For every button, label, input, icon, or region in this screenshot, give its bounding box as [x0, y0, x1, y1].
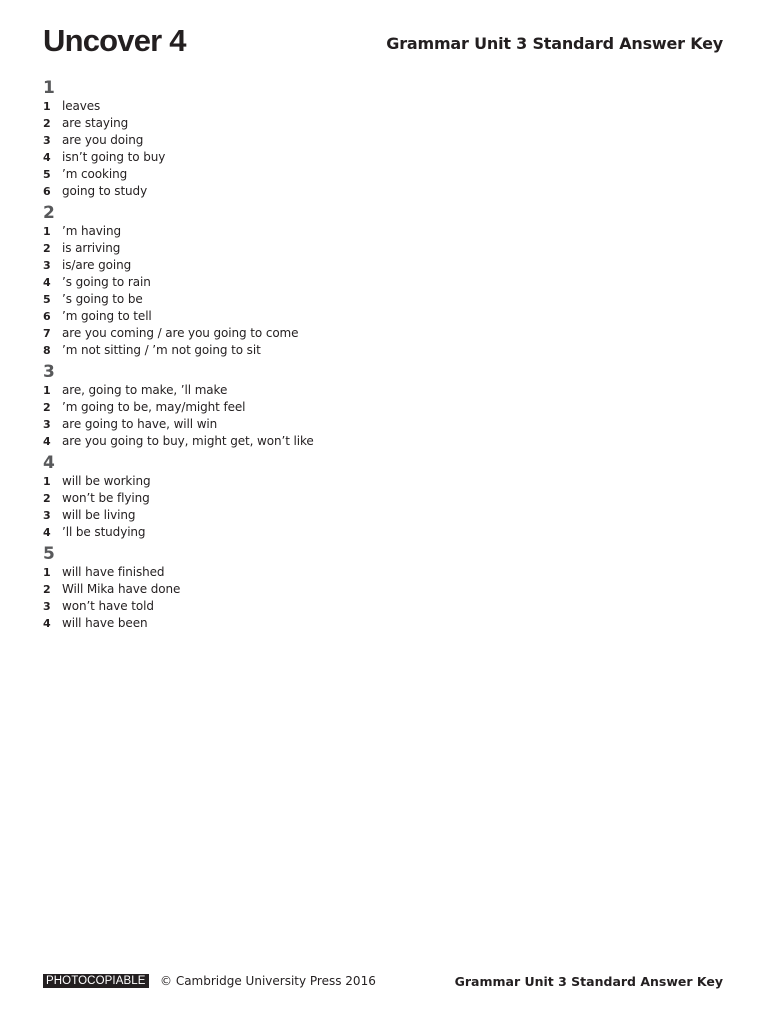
answer-number: 3 [43, 418, 51, 431]
answer-item [43, 325, 443, 342]
answer-item [43, 490, 443, 507]
answer-text: Will Mika have done [62, 582, 181, 596]
answer-item [43, 149, 443, 166]
answer-number: 2 [43, 401, 51, 414]
answer-number: 2 [43, 492, 51, 505]
answer-text: leaves [62, 99, 101, 113]
answer-number: 8 [43, 344, 51, 357]
answer-text: will be living [62, 508, 136, 522]
section-number: 5 [43, 544, 55, 564]
answer-text: are going to have, will win [62, 417, 218, 431]
answer-item [43, 240, 443, 257]
answer-number: 7 [43, 327, 51, 340]
section-5 [43, 545, 443, 632]
answer-text: won’t be flying [62, 491, 150, 505]
answer-text: will have been [62, 616, 148, 630]
section-4 [43, 454, 443, 541]
answer-item [43, 416, 443, 433]
photocopiable-badge: PHOTOCOPIABLE [43, 974, 149, 988]
answer-number: 5 [43, 168, 51, 181]
answer-item [43, 615, 443, 632]
answer-number: 1 [43, 100, 51, 113]
page-footer [43, 972, 723, 990]
answer-number: 3 [43, 134, 51, 147]
answer-text: ’m having [62, 224, 122, 238]
answer-item [43, 564, 443, 581]
answer-number: 1 [43, 384, 51, 397]
answer-text: are you doing [62, 133, 144, 147]
answer-item [43, 507, 443, 524]
answer-text: going to study [62, 184, 148, 198]
answer-number: 5 [43, 293, 51, 306]
answer-text: ’ll be studying [62, 525, 146, 539]
answer-number: 3 [43, 509, 51, 522]
answer-number: 3 [43, 259, 51, 272]
answer-text: ’m going to be, may/might feel [62, 400, 246, 414]
answer-text: is arriving [62, 241, 121, 255]
answer-number: 4 [43, 617, 51, 630]
answer-item [43, 473, 443, 490]
answer-number: 4 [43, 435, 51, 448]
section-number: 3 [43, 362, 55, 382]
answer-item [43, 257, 443, 274]
answer-number: 1 [43, 225, 51, 238]
answer-item [43, 274, 443, 291]
answer-item [43, 166, 443, 183]
section-number: 2 [43, 203, 55, 223]
answer-number: 2 [43, 242, 51, 255]
answer-text: ’m going to tell [62, 309, 152, 323]
answer-item [43, 98, 443, 115]
answer-item [43, 399, 443, 416]
answer-text: ’m cooking [62, 167, 128, 181]
answer-text: will have finished [62, 565, 165, 579]
section-1 [43, 79, 443, 200]
answer-key-content [43, 79, 443, 636]
section-number: 1 [43, 78, 55, 98]
answer-number: 4 [43, 526, 51, 539]
answer-item [43, 183, 443, 200]
answer-number: 3 [43, 600, 51, 613]
section-2 [43, 204, 443, 359]
answer-item [43, 132, 443, 149]
answer-number: 2 [43, 117, 51, 130]
answer-number: 4 [43, 276, 51, 289]
copyright-text: © Cambridge University Press 2016 [160, 974, 376, 988]
answer-text: won’t have told [62, 599, 154, 613]
answer-text: ’s going to be [62, 292, 143, 306]
page-title: Grammar Unit 3 Standard Answer Key [386, 34, 723, 53]
answer-text: will be working [62, 474, 151, 488]
brand-logo: Uncover 4 [43, 23, 186, 58]
answer-item [43, 382, 443, 399]
answer-item [43, 291, 443, 308]
section-number: 4 [43, 453, 55, 473]
answer-number: 1 [43, 566, 51, 579]
answer-number: 2 [43, 583, 51, 596]
answer-item [43, 223, 443, 240]
answer-item [43, 524, 443, 541]
footer-title: Grammar Unit 3 Standard Answer Key [454, 974, 723, 989]
answer-item [43, 581, 443, 598]
answer-number: 1 [43, 475, 51, 488]
answer-number: 6 [43, 185, 51, 198]
answer-item [43, 342, 443, 359]
answer-item [43, 115, 443, 132]
section-3 [43, 363, 443, 450]
answer-text: are, going to make, ’ll make [62, 383, 228, 397]
answer-number: 6 [43, 310, 51, 323]
answer-text: are you going to buy, might get, won’t like [62, 434, 314, 448]
answer-item [43, 308, 443, 325]
answer-text: is/are going [62, 258, 132, 272]
answer-text: ’m not sitting / ’m not going to sit [62, 343, 261, 357]
answer-text: ’s going to rain [62, 275, 151, 289]
answer-item [43, 598, 443, 615]
answer-item [43, 433, 443, 450]
answer-text: are staying [62, 116, 129, 130]
answer-text: isn’t going to buy [62, 150, 166, 164]
answer-number: 4 [43, 151, 51, 164]
answer-text: are you coming / are you going to come [62, 326, 299, 340]
